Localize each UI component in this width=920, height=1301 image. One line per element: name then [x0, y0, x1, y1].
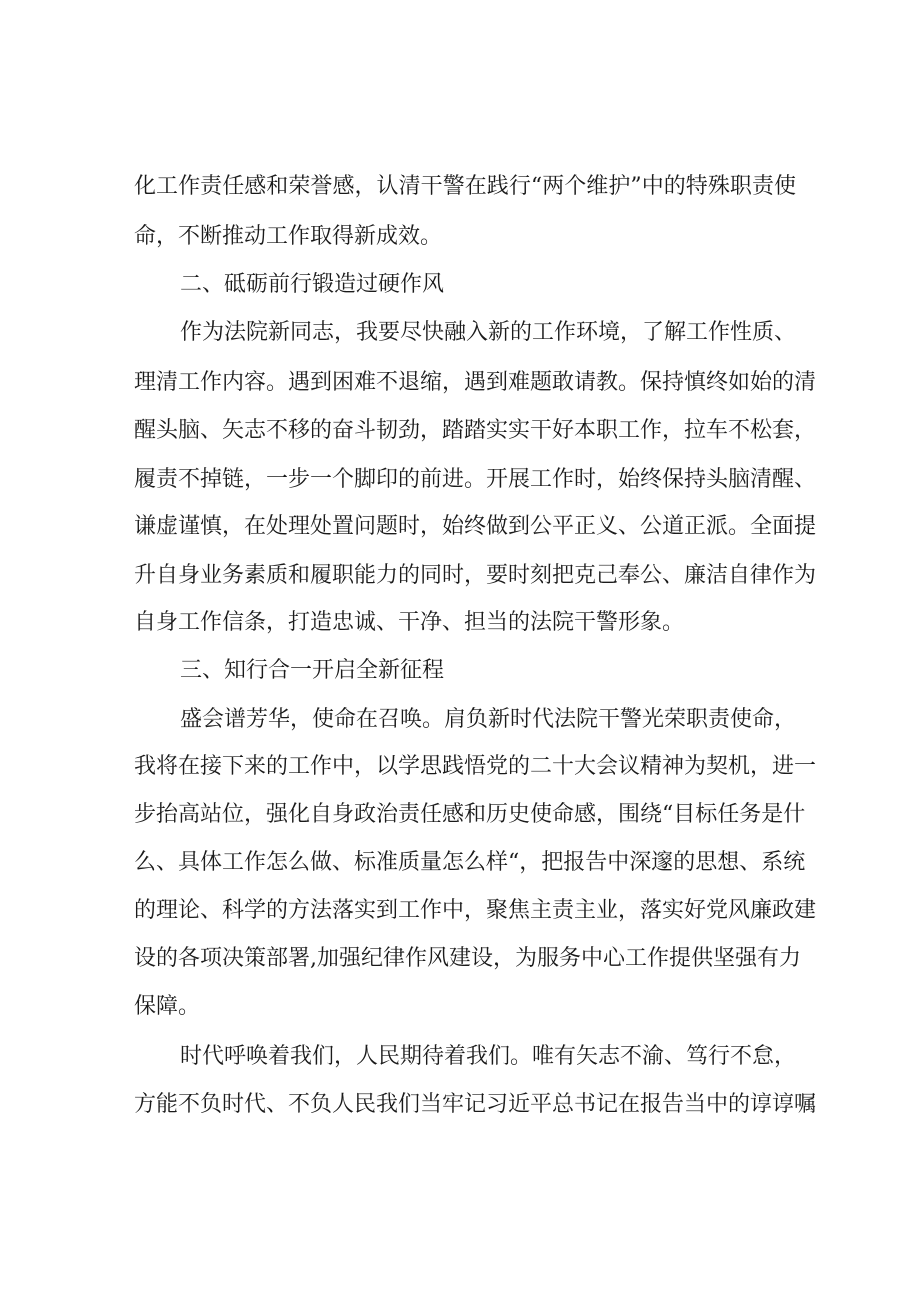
- paragraph-line: 醒头脑、矢志不移的奋斗韧劲，踏踏实实干好本职工作，拉车不松套，: [134, 418, 817, 443]
- paragraph-line: 履责不掉链，一步一个脚印的前进。开展工作时，始终保持头脑清醒、: [134, 467, 817, 492]
- section-heading: 三、知行合一开启全新征程: [180, 658, 445, 683]
- paragraph-line: 我将在接下来的工作中，以学思践悟党的二十大会议精神为契机，进一: [134, 754, 817, 779]
- paragraph-line: 盛会谱芳华，使命在召唤。肩负新时代法院干警光荣职责使命，: [180, 707, 797, 732]
- paragraph-line: 保障。: [134, 994, 201, 1019]
- paragraph-line: 方能不负时代、不负人民我们当牢记习近平总书记在报告当中的谆谆嘱: [134, 1092, 817, 1117]
- paragraph-line: 自身工作信条，打造忠诚、干净、担当的法院干警形象。: [134, 610, 685, 635]
- paragraph-line: 作为法院新同志，我要尽快融入新的工作环境，了解工作性质、: [180, 320, 797, 345]
- paragraph-line: 设的各项决策部署,加强纪律作风建设，为服务中心工作提供坚强有力: [134, 946, 801, 971]
- paragraph-line: 时代呼唤着我们，人民期待着我们。唯有矢志不渝、笃行不怠，: [180, 1044, 797, 1069]
- paragraph-line: 步抬高站位，强化自身政治责任感和历史使命感，围绕“目标任务是什: [134, 802, 806, 827]
- section-heading: 二、砥砺前行锻造过硬作风: [180, 272, 445, 297]
- paragraph-line: 化工作责任感和荣誉感，认清干警在践行“两个维护”中的特殊职责使: [134, 174, 796, 199]
- paragraph-line: 命，不断推动工作取得新成效。: [134, 224, 443, 249]
- paragraph-line: 的理论、科学的方法落实到工作中，聚焦主责主业，落实好党风廉政建: [134, 898, 817, 923]
- paragraph-line: 谦虚谨慎，在处理处置问题时，始终做到公平正义、公道正派。全面提: [134, 514, 817, 539]
- paragraph-line: 升自身业务素质和履职能力的同时，要时刻把克己奉公、廉洁自律作为: [134, 563, 817, 588]
- paragraph-line: 理清工作内容。遇到困难不退缩，遇到难题敢请教。保持慎终如始的清: [134, 370, 817, 395]
- paragraph-line: 么、具体工作怎么做、标准质量怎么样“，把报告中深邃的思想、系统: [134, 850, 806, 875]
